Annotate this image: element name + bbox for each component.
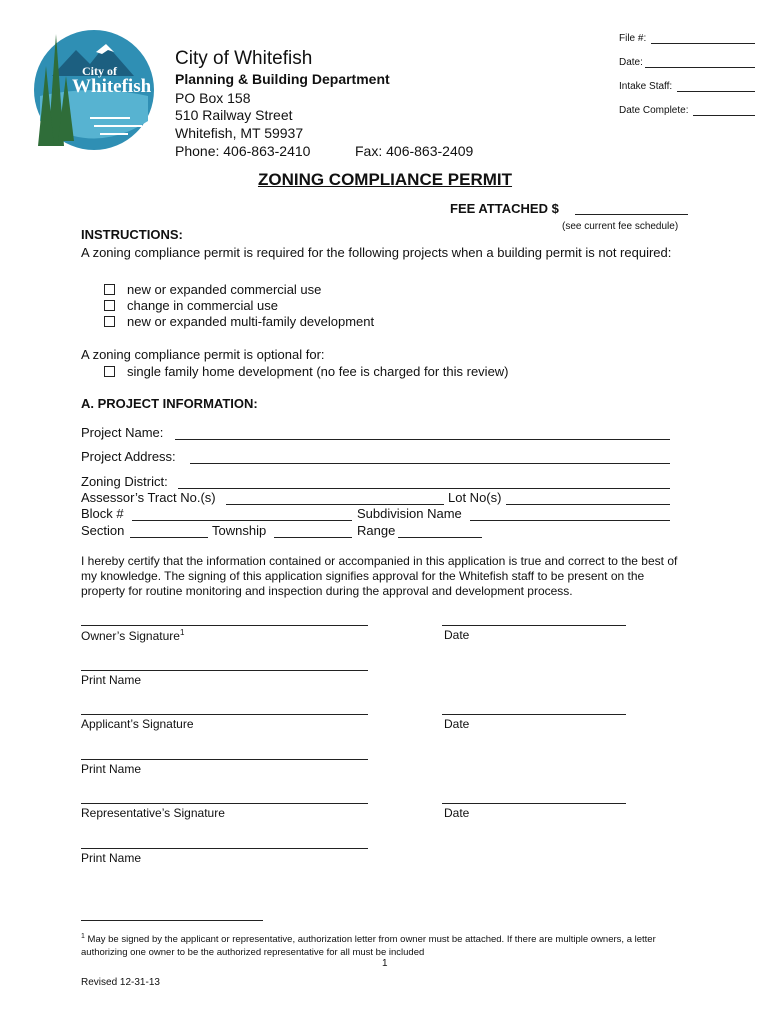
subdivision-field[interactable] xyxy=(470,520,670,521)
fee-note: (see current fee schedule) xyxy=(562,221,679,232)
footnote xyxy=(81,930,681,959)
fee-label: FEE ATTACHED $ xyxy=(450,201,559,216)
file-number-label: File #: xyxy=(619,33,647,44)
intake-staff-field[interactable] xyxy=(677,91,755,92)
applicant-date-field[interactable] xyxy=(442,714,626,715)
phone: Phone: 406-863-2410 xyxy=(175,143,311,159)
applicant-signature-label: Applicant’s Signature xyxy=(81,717,194,731)
file-number-field[interactable] xyxy=(651,43,755,44)
applicant-signature-field[interactable] xyxy=(81,714,368,715)
owner-date-label: Date xyxy=(444,628,470,642)
checkbox[interactable] xyxy=(104,316,115,327)
date-complete-field[interactable] xyxy=(693,115,755,116)
project-name-field[interactable] xyxy=(175,439,670,440)
zoning-district-label: Zoning District: xyxy=(81,474,168,489)
checkbox[interactable] xyxy=(104,366,115,377)
form-title: ZONING COMPLIANCE PERMIT xyxy=(257,170,513,189)
logo-text-2: Whitefish xyxy=(72,76,152,97)
lot-label: Lot No(s) xyxy=(448,490,502,505)
date-label: Date: xyxy=(619,57,643,68)
subdivision-label: Subdivision Name xyxy=(357,506,462,521)
page-number: 1 xyxy=(382,958,388,969)
owner-date-field[interactable] xyxy=(442,625,626,626)
checkbox[interactable] xyxy=(104,284,115,295)
date-complete-label: Date Complete: xyxy=(619,105,689,116)
applicant-print-field[interactable] xyxy=(81,759,368,760)
required-item xyxy=(104,314,374,329)
applicant-print-label: Print Name xyxy=(81,762,142,776)
representative-print-label: Print Name xyxy=(81,851,142,865)
owner-signature-field[interactable] xyxy=(81,625,368,626)
block-field[interactable] xyxy=(132,520,352,521)
section-field[interactable] xyxy=(130,537,208,538)
zoning-district-field[interactable] xyxy=(178,488,670,489)
department-name: Planning & Building Department xyxy=(175,71,390,87)
po-box: PO Box 158 xyxy=(175,90,251,106)
representative-date-field[interactable] xyxy=(442,803,626,804)
township-field[interactable] xyxy=(274,537,352,538)
city-name: City of Whitefish xyxy=(175,48,313,69)
required-item-label: change in commercial use xyxy=(127,298,279,313)
representative-date-label: Date xyxy=(444,806,470,820)
owner-signature-label xyxy=(81,628,184,643)
township-label: Township xyxy=(212,523,267,538)
range-label: Range xyxy=(357,523,396,538)
representative-signature-field[interactable] xyxy=(81,803,368,804)
instructions-heading: INSTRUCTIONS: xyxy=(81,227,183,242)
owner-print-label: Print Name xyxy=(81,673,142,687)
required-item-label: new or expanded commercial use xyxy=(127,282,322,297)
project-name-label: Project Name: xyxy=(81,425,164,440)
project-address-field[interactable] xyxy=(190,463,670,464)
lot-field[interactable] xyxy=(506,504,670,505)
date-field[interactable] xyxy=(645,67,755,68)
section-label: Section xyxy=(81,523,125,538)
optional-item xyxy=(104,364,509,379)
footnote-marker: 1 xyxy=(179,628,185,637)
required-item-label: new or expanded multi-family development xyxy=(127,314,375,329)
owner-print-field[interactable] xyxy=(81,670,368,671)
optional-item-label: single family home development (no fee is charged for this review) xyxy=(127,364,509,379)
revised-date: Revised 12-31-13 xyxy=(81,977,160,988)
city-state-zip: Whitefish, MT 59937 xyxy=(175,125,304,141)
required-item xyxy=(104,282,321,297)
certification-text: I hereby certify that the information contained or accompanied in this application is true and correct to the best of my knowledge. The signing of this application signifies approval for the Whitefish staff to be present on the property for routine monitoring and inspection during the approval and development process. xyxy=(81,554,678,598)
representative-print-field[interactable] xyxy=(81,848,368,849)
representative-signature-label: Representative’s Signature xyxy=(81,806,225,820)
block-label: Block # xyxy=(81,506,124,521)
instructions-intro: A zoning compliance permit is required for the following projects when a building permit is not required: xyxy=(81,245,672,260)
project-address-label: Project Address: xyxy=(81,449,176,464)
footnote-number: 1 xyxy=(81,933,85,940)
logo-text-1: City of xyxy=(82,64,117,78)
tract-label: Assessor’s Tract No.(s) xyxy=(81,490,216,505)
intake-staff-label: Intake Staff: xyxy=(619,81,673,92)
city-logo xyxy=(30,26,158,154)
applicant-date-label: Date xyxy=(444,717,470,731)
fee-field[interactable] xyxy=(575,214,688,215)
owner-signature-text: Owner’s Signature xyxy=(81,629,180,643)
required-item xyxy=(104,298,278,313)
range-field[interactable] xyxy=(398,537,482,538)
checkbox[interactable] xyxy=(104,300,115,311)
fax: Fax: 406-863-2409 xyxy=(355,143,474,159)
footnote-divider xyxy=(81,920,263,921)
tract-field[interactable] xyxy=(226,504,444,505)
street-address: 510 Railway Street xyxy=(175,107,293,123)
project-info-heading: A. PROJECT INFORMATION: xyxy=(81,396,258,411)
footnote-text: May be signed by the applicant or representative, authorization letter from owner must be attached. If there are multiple owners, a letter authorizing one owner to be the authorized representative for all must be included xyxy=(81,934,656,959)
optional-intro: A zoning compliance permit is optional for: xyxy=(81,347,325,362)
